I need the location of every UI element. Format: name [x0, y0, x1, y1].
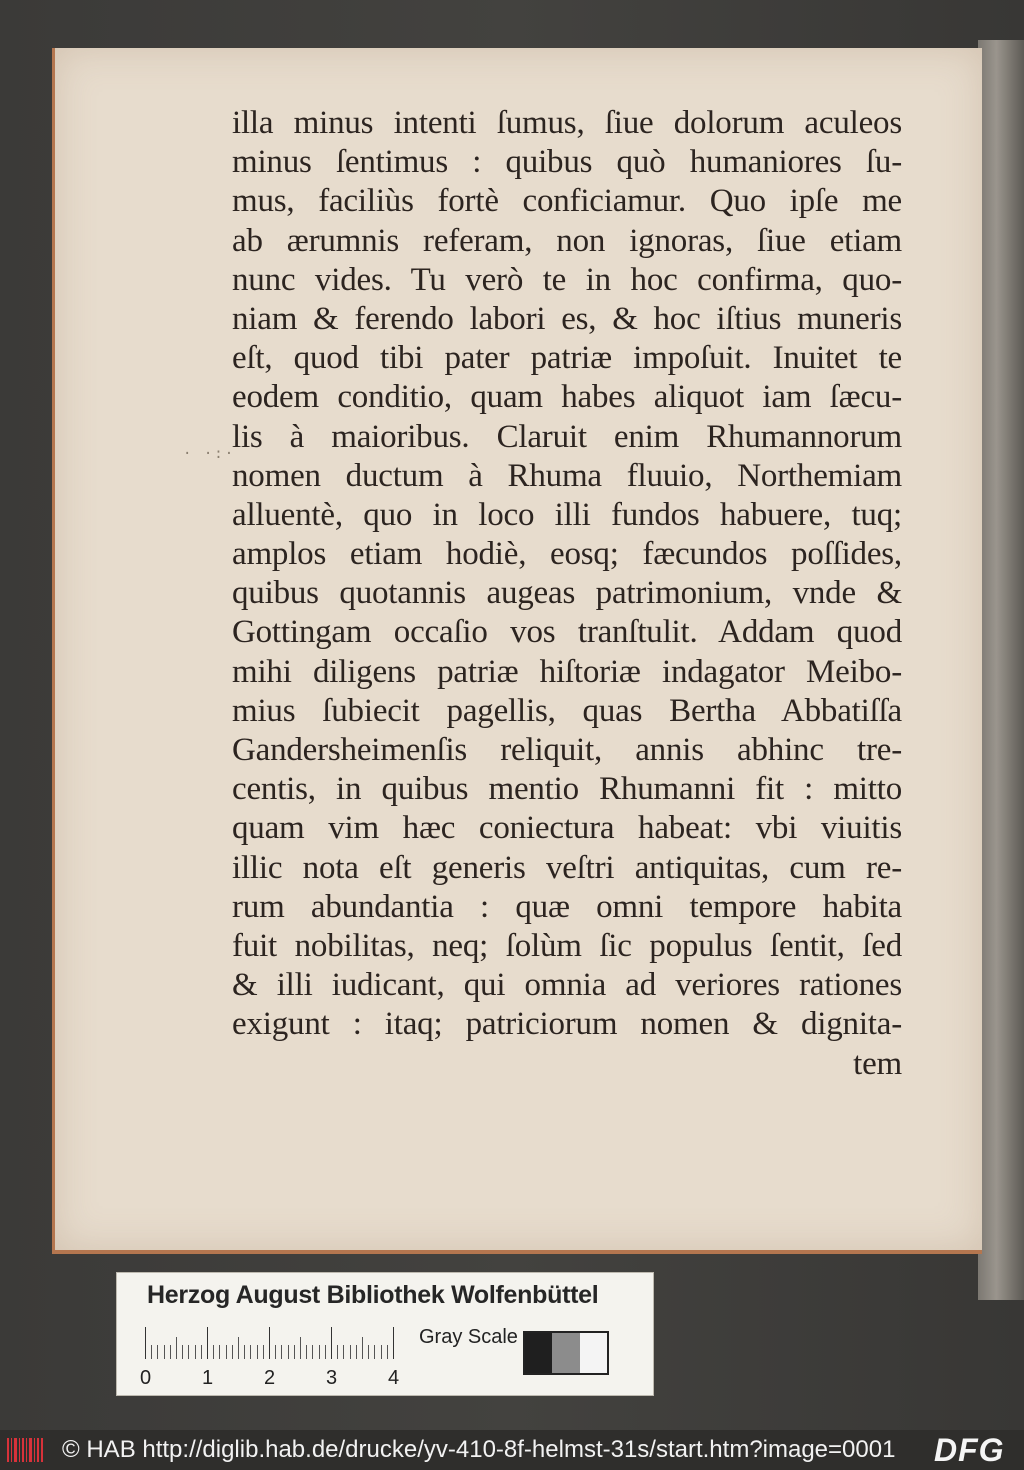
text-line: & illi iudicant, qui omnia ad veriores rationes — [232, 967, 902, 1004]
ruler-tick — [188, 1345, 189, 1359]
ruler-tick — [393, 1327, 394, 1359]
grayscale-bar — [523, 1331, 609, 1375]
ruler-tick — [207, 1327, 208, 1359]
library-name: Herzog August Bibliothek Wolfenbüttel — [147, 1281, 599, 1309]
ruler-tick — [374, 1345, 375, 1359]
text-line: nunc vides. Tu verò te in hoc confirma, quo- — [232, 261, 902, 298]
ruler-tick — [213, 1345, 214, 1359]
text-line: lis à maioribus. Claruit enim Rhumannorum — [232, 418, 902, 455]
ruler-tick — [319, 1345, 320, 1359]
barcode-icon — [6, 1436, 46, 1464]
ruler-tick — [238, 1337, 239, 1359]
color-calibration-card — [116, 1272, 654, 1396]
ruler-tick — [145, 1327, 146, 1359]
ruler-tick — [201, 1345, 202, 1359]
ruler-tick — [288, 1345, 289, 1359]
ruler-tick — [300, 1337, 301, 1359]
footer-bar — [0, 1430, 1024, 1470]
text-line: illa minus intenti ſumus, ſiue dolorum aculeos — [232, 105, 902, 141]
ruler-tick — [312, 1345, 313, 1359]
ruler-numbers — [140, 1367, 420, 1393]
text-line: quam vim hæc coniectura habeat: vbi viuitis — [232, 810, 902, 847]
dfg-logo: DFG — [934, 1432, 1005, 1468]
ruler-tick — [275, 1345, 276, 1359]
ruler-tick — [151, 1345, 152, 1359]
grayscale-swatch-light — [580, 1333, 607, 1373]
ruler-tick — [343, 1345, 344, 1359]
ruler-tick — [294, 1345, 295, 1359]
ruler-tick — [325, 1345, 326, 1359]
text-line: nomen ductum à Rhuma fluuio, Northemiam — [232, 457, 902, 494]
ruler-tick — [306, 1345, 307, 1359]
text-line: quibus quotannis augeas patrimonium, vnde & — [232, 575, 902, 612]
ruler-tick — [381, 1345, 382, 1359]
page-text — [232, 104, 902, 1084]
ruler-tick — [337, 1345, 338, 1359]
ruler-number: 2 — [264, 1367, 276, 1389]
text-line: eodem conditio, quam habes aliquot iam ſæcu- — [232, 379, 902, 416]
ruler-number: 4 — [388, 1367, 400, 1389]
ruler-tick — [368, 1345, 369, 1359]
ruler-tick — [176, 1337, 177, 1359]
text-line: alluentè, quo in loco illi fundos habuere, tuq; — [232, 496, 902, 533]
text-line: rum abundantia : quæ omni tempore habita — [232, 888, 902, 925]
text-line: exigunt : itaq; patriciorum nomen & dignita- — [232, 1006, 902, 1043]
source-url-text: © HAB http://diglib.hab.de/drucke/yv-410-8f-helmst-31s/start.htm?image=0001 — [62, 1436, 896, 1463]
ruler-tick — [232, 1345, 233, 1359]
ruler-tick — [219, 1345, 220, 1359]
ruler-tick — [157, 1345, 158, 1359]
ruler-tick — [356, 1345, 357, 1359]
ruler — [145, 1325, 411, 1359]
text-line: ab ærumnis referam, non ignoras, ſiue etiam — [232, 222, 902, 259]
text-line: amplos etiam hodiè, eosq; fæcundos poſſides, — [232, 536, 902, 573]
text-line: centis, in quibus mentio Rhumanni fit : mitto — [232, 771, 902, 808]
catchword: tem — [853, 1045, 902, 1082]
book-edge — [978, 40, 1024, 1300]
ruler-tick — [350, 1345, 351, 1359]
ruler-tick — [281, 1345, 282, 1359]
grayscale-label: Gray Scale — [419, 1326, 518, 1348]
ruler-tick — [331, 1327, 332, 1359]
text-line: eſt, quod tibi pater patriæ impoſuit. Inuitet te — [232, 340, 902, 377]
text-line: minus ſentimus : quibus quò humaniores ſu- — [232, 144, 902, 181]
ruler-tick — [226, 1345, 227, 1359]
text-line: niam & ferendo labori es, & hoc iſtius muneris — [232, 300, 902, 337]
text-line: mus, faciliùs fortè conficiamur. Quo ipſe me — [232, 183, 902, 220]
ruler-tick — [164, 1345, 165, 1359]
text-line: Gottingam occaſio vos tranſtulit. Addam quod — [232, 614, 902, 651]
ruler-tick — [387, 1345, 388, 1359]
ruler-tick — [182, 1345, 183, 1359]
text-line: fuit nobilitas, neq; ſolùm ſic populus ſentit, ſed — [232, 927, 902, 964]
ruler-tick — [195, 1345, 196, 1359]
text-line: Gandersheimenſis reliquit, annis abhinc tre- — [232, 732, 902, 768]
ruler-tick — [263, 1345, 264, 1359]
grayscale-swatch-mid — [552, 1333, 579, 1373]
ruler-number: 1 — [202, 1367, 214, 1389]
grayscale-swatch-dark — [525, 1333, 552, 1373]
ruler-tick — [244, 1345, 245, 1359]
ruler-number: 3 — [326, 1367, 338, 1389]
text-line: mihi diligens patriæ hiſtoriæ indagator Meibo- — [232, 653, 902, 690]
ruler-tick — [362, 1337, 363, 1359]
text-line: illic nota eſt generis veſtri antiquitas, cum re- — [232, 849, 902, 886]
ruler-tick — [257, 1345, 258, 1359]
ruler-number: 0 — [140, 1367, 152, 1389]
margin-mark: · ·:· — [183, 446, 236, 462]
ruler-tick — [170, 1345, 171, 1359]
ruler-tick — [250, 1345, 251, 1359]
text-line: mius ſubiecit pagellis, quas Bertha Abbatiſſa — [232, 692, 902, 729]
ruler-tick — [269, 1327, 270, 1359]
